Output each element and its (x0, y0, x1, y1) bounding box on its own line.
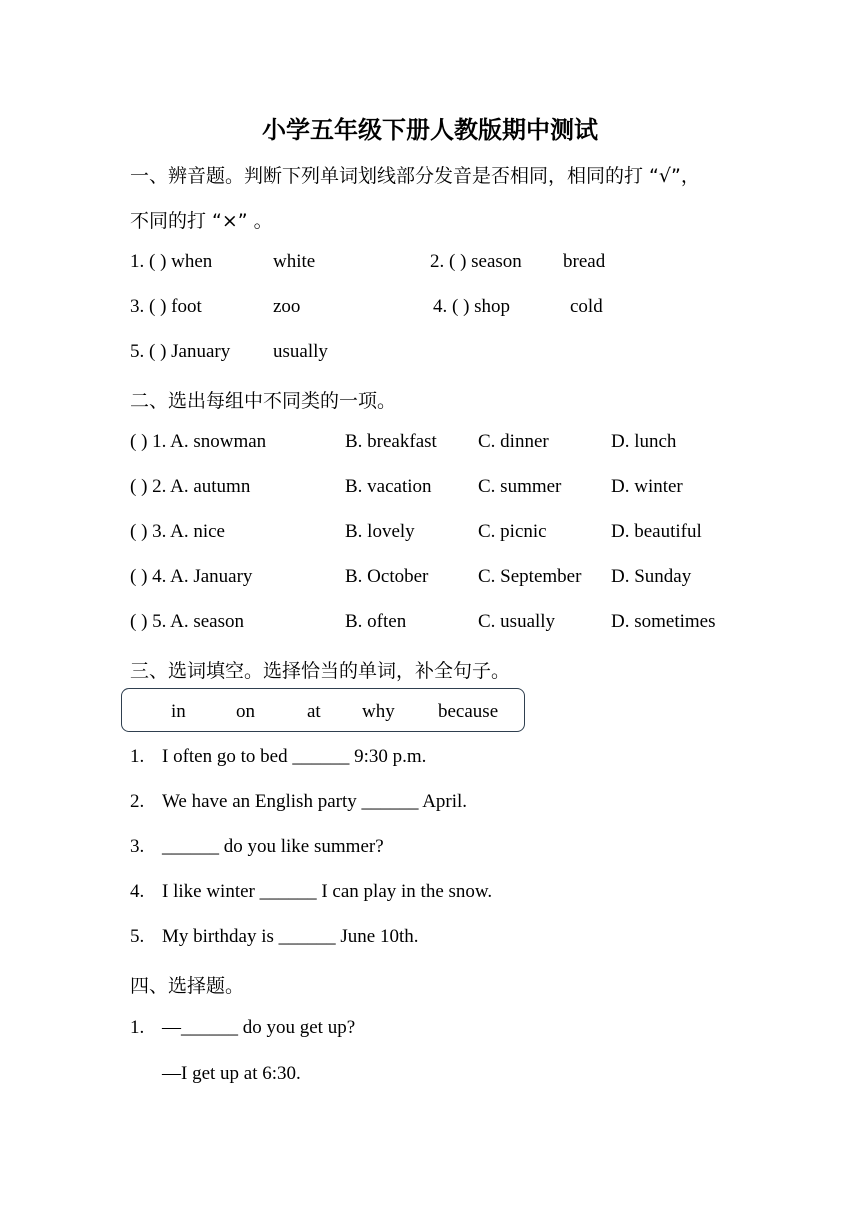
s2-row-1-d: D. lunch (611, 431, 677, 452)
s3-sentence-3-text: ______ do you like summer? (162, 836, 384, 857)
s2-row-4-b: B. October (345, 566, 429, 587)
s2-row-2-b: B. vacation (345, 476, 432, 497)
s4-question-1-line1: —______ do you get up? (162, 1017, 356, 1038)
section3-heading: 三、选词填空。选择恰当的单词，补全句子。 (130, 660, 511, 682)
s3-sentence-2-text: We have an English party ______ April. (162, 791, 468, 812)
section1-heading-line1: 一、辨音题。判断下列单词划线部分发音是否相同，相同的打 “√”， (130, 165, 700, 187)
page-title: 小学五年级下册人教版期中测试 (262, 116, 598, 144)
word-bank-word-because: because (438, 701, 499, 722)
s3-sentence-5-num: 5. (130, 926, 145, 947)
section1-heading-line2: 不同的打 “×” 。 (130, 210, 273, 232)
s4-question-1-line2: —I get up at 6:30. (162, 1063, 301, 1084)
s2-row-5-c: C. usually (478, 611, 556, 632)
s3-sentence-5-text: My birthday is ______ June 10th. (162, 926, 419, 947)
s3-sentence-1-num: 1. (130, 746, 145, 767)
s1-item-3-word2: zoo (273, 296, 301, 317)
s2-row-1-c: C. dinner (478, 431, 549, 452)
s1-item-2-word2: bread (563, 251, 606, 272)
s2-row-5-b: B. often (345, 611, 407, 632)
s4-question-1-num: 1. (130, 1017, 145, 1038)
s2-row-1-a: ( ) 1. A. snowman (130, 431, 267, 452)
word-bank-word-why: why (362, 701, 395, 722)
s2-row-2-a: ( ) 2. A. autumn (130, 476, 251, 497)
s2-row-3-c: C. picnic (478, 521, 547, 542)
s2-row-3-b: B. lovely (345, 521, 415, 542)
section2-heading: 二、选出每组中不同类的一项。 (130, 390, 397, 412)
s3-sentence-1-text: I often go to bed ______ 9:30 p.m. (162, 746, 427, 767)
s2-row-4-c: C. September (478, 566, 582, 587)
s1-item-4-label: 4. ( ) shop (433, 296, 511, 317)
s2-row-4-d: D. Sunday (611, 566, 692, 587)
s3-sentence-2-num: 2. (130, 791, 145, 812)
s2-row-4-a: ( ) 4. A. January (130, 566, 253, 587)
s3-sentence-4-text: I like winter ______ I can play in the snow. (162, 881, 493, 902)
word-bank-word-in: in (171, 701, 186, 722)
s1-item-3-label: 3. ( ) foot (130, 296, 202, 317)
s1-item-5-word2: usually (273, 341, 328, 362)
s1-item-4-word2: cold (570, 296, 603, 317)
word-bank-word-at: at (307, 701, 321, 722)
section4-heading: 四、选择题。 (130, 975, 245, 997)
s2-row-3-a: ( ) 3. A. nice (130, 521, 225, 542)
s3-sentence-3-num: 3. (130, 836, 145, 857)
s2-row-2-d: D. winter (611, 476, 683, 497)
s2-row-2-c: C. summer (478, 476, 562, 497)
word-bank-word-on: on (236, 701, 255, 722)
s2-row-5-d: D. sometimes (611, 611, 716, 632)
s1-item-5-label: 5. ( ) January (130, 341, 231, 362)
s2-row-5-a: ( ) 5. A. season (130, 611, 244, 632)
s2-row-1-b: B. breakfast (345, 431, 437, 452)
s1-item-1-word2: white (273, 251, 316, 272)
s3-sentence-4-num: 4. (130, 881, 145, 902)
s2-row-3-d: D. beautiful (611, 521, 702, 542)
s1-item-1-label: 1. ( ) when (130, 251, 213, 272)
s1-item-2-label: 2. ( ) season (430, 251, 522, 272)
